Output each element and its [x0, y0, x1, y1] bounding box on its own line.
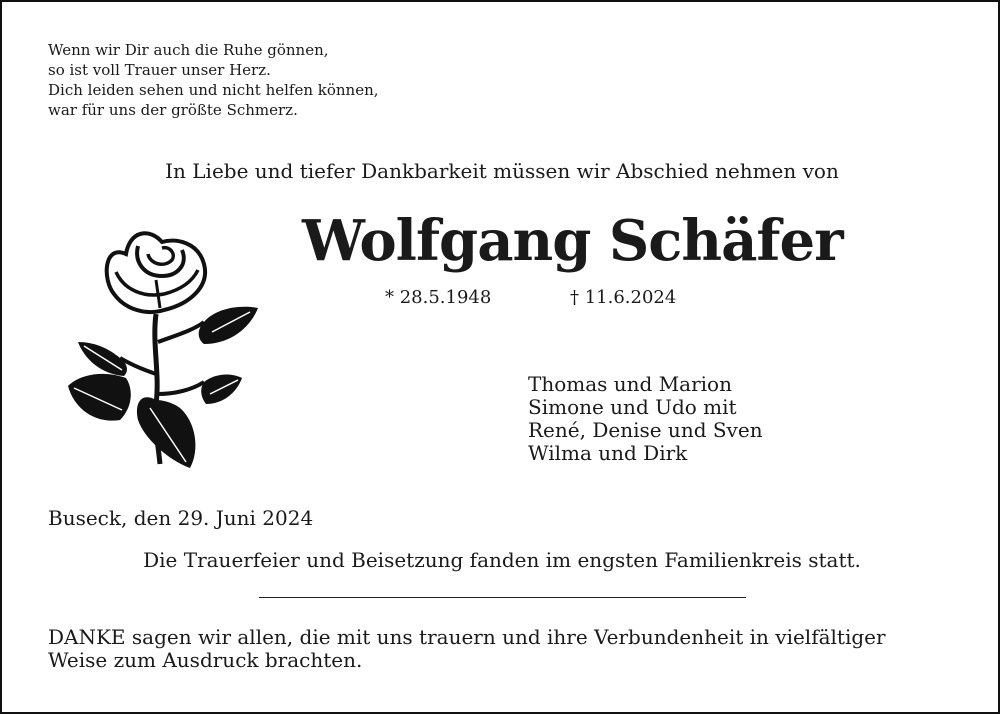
family-line: Simone und Udo mit [528, 395, 737, 419]
funeral-note: Die Trauerfeier und Beisetzung fanden im engsten Familienkreis statt. [143, 548, 861, 572]
family-line: Thomas und Marion [528, 372, 732, 396]
intro-text: In Liebe und tiefer Dankbarkeit müssen wir Abschied nehmen von [165, 159, 839, 183]
poem-line: Dich leiden sehen und nicht helfen können, [48, 81, 379, 99]
family-list [528, 373, 763, 465]
family-line: Wilma und Dirk [528, 441, 688, 465]
divider [259, 597, 746, 598]
place-date: Buseck, den 29. Juni 2024 [48, 506, 314, 530]
death-date: † 11.6.2024 [570, 287, 677, 308]
deceased-name: Wolfgang Schäfer [302, 208, 843, 274]
rose-icon [64, 224, 264, 472]
poem-line: Wenn wir Dir auch die Ruhe gönnen, [48, 41, 329, 59]
family-line: René, Denise und Sven [528, 418, 763, 442]
poem [48, 40, 379, 120]
poem-line: so ist voll Trauer unser Herz. [48, 61, 271, 79]
birth-date: * 28.5.1948 [385, 287, 492, 308]
poem-line: war für uns der größte Schmerz. [48, 101, 298, 119]
thanks-text: DANKE sagen wir allen, die mit uns trauern und ihre Verbundenheit in vielfältiger Weise zum Ausdruck brachten. [48, 625, 886, 672]
